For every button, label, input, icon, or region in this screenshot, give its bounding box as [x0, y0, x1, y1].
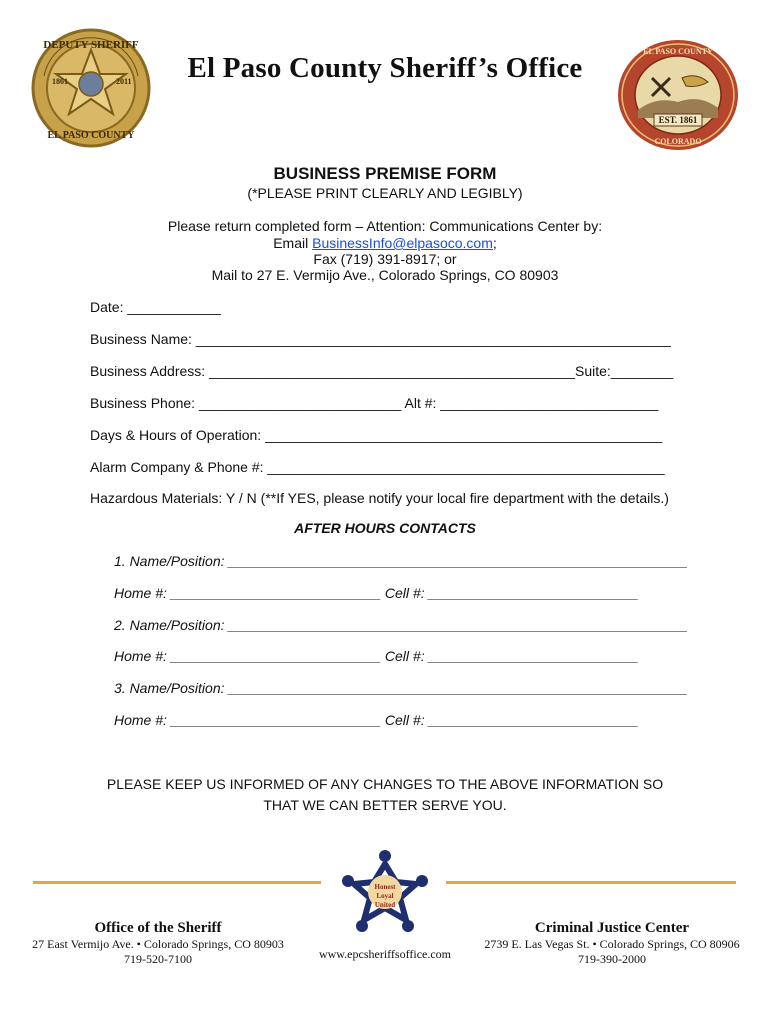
deputy-sheriff-badge-logo: [30, 26, 152, 150]
keep-informed-notice: [0, 774, 770, 816]
svg-text:1861: 1861: [52, 77, 68, 86]
footer-right-title: Criminal Justice Center: [534, 920, 690, 936]
email-prefix: Email: [273, 235, 313, 251]
business-phone-field[interactable]: Business Phone: __________________________ Alt #: ____________________________: [90, 395, 659, 411]
footer-left-address: 27 East Vermijo Ave. • Colorado Springs, CO 80903: [32, 937, 284, 951]
form-title: BUSINESS PREMISE FORM: [273, 164, 497, 183]
contact-1-phones-field[interactable]: Home #: ___________________________ Cell #: ___________________________: [114, 585, 639, 601]
contact-2-name-field[interactable]: 2. Name/Position: ___________________________________________________________: [114, 617, 688, 633]
footer-divider-left: [33, 881, 321, 884]
after-hours-heading: AFTER HOURS CONTACTS: [294, 520, 476, 536]
footer-right-address: 2739 E. Las Vegas St. • Colorado Springs, CO 80906: [484, 937, 740, 951]
footer-website[interactable]: www.epcsheriffsoffice.com: [318, 947, 452, 961]
svg-text:2011: 2011: [116, 77, 132, 86]
contact-2-phones-field[interactable]: Home #: ___________________________ Cell #: ___________________________: [114, 648, 639, 664]
svg-text:EL PASO COUNTY: EL PASO COUNTY: [47, 130, 135, 141]
days-hours-field[interactable]: Days & Hours of Operation: ___________________________________________________: [90, 427, 663, 443]
county-seal-logo: [616, 38, 740, 152]
form-subtitle: (*PLEASE PRINT CLEARLY AND LEGIBLY): [247, 185, 523, 201]
return-instructions: Please return completed form – Attention: Communications Center by:: [167, 218, 603, 234]
contact-3-name-field[interactable]: 3. Name/Position: ___________________________________________________________: [114, 680, 688, 696]
logo-word-honest: Honest: [374, 883, 396, 891]
footer-right-block: [480, 920, 744, 967]
svg-text:COLORADO: COLORADO: [654, 137, 702, 146]
svg-text:EL PASO COUNTY: EL PASO COUNTY: [643, 47, 713, 56]
footer-right-phone: 719-390-2000: [578, 952, 646, 966]
notice-line-1: PLEASE KEEP US INFORMED OF ANY CHANGES TO THE ABOVE INFORMATION SO: [106, 776, 664, 792]
date-field[interactable]: Date: ____________: [90, 299, 221, 315]
footer-left-block: [28, 920, 288, 967]
email-line: [0, 235, 770, 251]
page-title: El Paso County Sheriff’s Office: [187, 52, 583, 84]
email-suffix: ;: [492, 235, 497, 251]
footer-left-phone: 719-520-7100: [124, 952, 192, 966]
fax-line: Fax (719) 391-8917; or: [313, 251, 457, 267]
footer-left-title: Office of the Sheriff: [94, 920, 222, 936]
footer-divider-right: [446, 881, 736, 884]
logo-word-united: United: [374, 901, 396, 909]
business-name-field[interactable]: Business Name: _____________________________________________________________: [90, 331, 671, 347]
hazardous-materials-field[interactable]: Hazardous Materials: Y / N (**If YES, please notify your local fire department with the details.): [90, 490, 669, 506]
email-link[interactable]: BusinessInfo@elpasoco.com: [312, 235, 493, 251]
logo-word-loyal: Loyal: [376, 892, 394, 900]
business-address-field[interactable]: Business Address: _______________________________________________Suite:________: [90, 363, 674, 379]
logo-words: [365, 883, 405, 910]
contact-3-phones-field[interactable]: Home #: ___________________________ Cell #: ___________________________: [114, 712, 639, 728]
svg-text:DEPUTY SHERIFF: DEPUTY SHERIFF: [43, 39, 139, 51]
mail-line: Mail to 27 E. Vermijo Ave., Colorado Springs, CO 80903: [211, 267, 559, 283]
alarm-company-field[interactable]: Alarm Company & Phone #: ___________________________________________________: [90, 459, 665, 475]
contact-1-name-field[interactable]: 1. Name/Position: ___________________________________________________________: [114, 553, 688, 569]
notice-line-2: THAT WE CAN BETTER SERVE YOU.: [263, 797, 507, 813]
svg-text:EST. 1861: EST. 1861: [658, 115, 698, 125]
